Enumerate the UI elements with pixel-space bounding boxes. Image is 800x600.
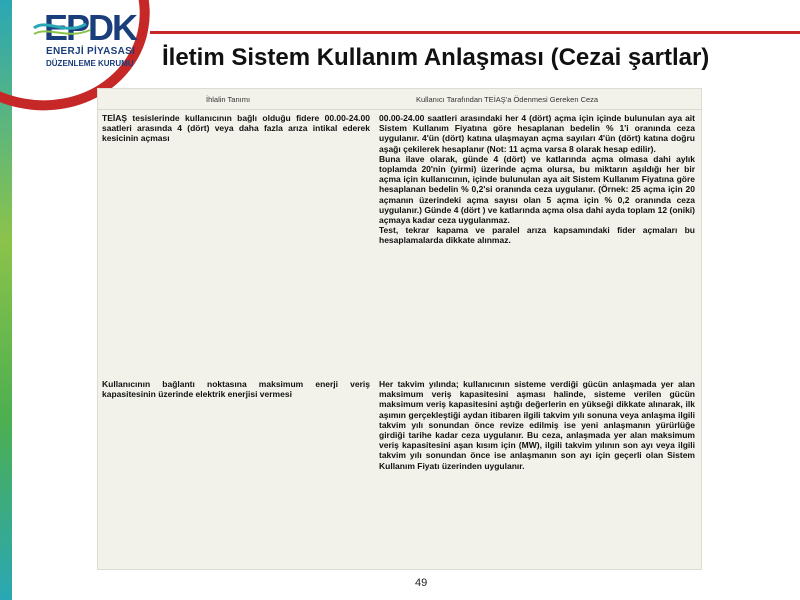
logo-subtitle-line2: DÜZENLEME KURUMU [46, 59, 134, 68]
table-row-1-penalty [379, 113, 695, 246]
epdk-logo-mark [26, 6, 146, 46]
table-header [98, 89, 701, 110]
penalty-table [97, 88, 702, 570]
penalty-paragraph: Buna ilave olarak, günde 4 (dört) ve katlarında açma olmasa dahi aylık toplamda 20'nin (yirmi) üzerinde açma olursa, bu miktarın aşıldığı her bir açma için kullanıcının, içinde bulunulan aya ait Sistem Kullanım Fiyatına göre hesaplanan bedelin % 0,2'si oranında ceza uygulanır. (Örnek: 25 açma için 20 açmanın üzerindeki açma sayısı olan 5 açma için % 0,2 oranında ceza uygulanır.) Günde 4 (dört ) ve katlarında açma olsa dahi ayda toplam 12 (oniki) açmaya kadar ceza uygulanmaz. [379, 153, 695, 226]
table-row-2-penalty [379, 379, 695, 471]
epdk-logo-text: EPDK [44, 7, 137, 46]
penalty-paragraph: Her takvim yılında; kullanıcının sisteme verdiği gücün anlaşmada yer alan maksimum veriş kapasitesini aşması halinde, sisteme verilen gücün maksimum veriş kapasitesini aştığı değerlerin en yükseği dikkate alınarak, ilk aşımın gerçekleştiği aydan itibaren ilgili takvim yılı sonuna veya anlaşma ilgili takvim yılı sonundan önce revize edilmiş ise yeni anlaşmanın yürürlüğe girdiği tarihe kadar ceza uygulanır. Bu ceza, anlaşmada yer alan maksimum veriş kapasitesini aşan kısım için (MW), ilgili takvim yılının son ayı veya ilgili takvim yılı sonundan önce ise anlaşmanın son ayı için geçerli olan Sistem Kullanım Fiyatı üzerinden uygulanır. [379, 379, 695, 471]
penalty-paragraph: 00.00-24.00 saatleri arasındaki her 4 (dört) açma için içinde bulunulan aya ait Sistem Kullanım Fiyatına göre hesaplanan bedelin % 1'i oranında ceza uygulanır. 4'ün (dört) katına ulaşmayan açma sayıları 4'ün (dört) katına doğru aşağı çekilerek hesaplanır (Not: 11 açma varsa 8 olarak hesap edilir). [379, 113, 695, 154]
table-row-1-violation [102, 113, 370, 144]
table-row-2-violation [102, 379, 370, 399]
title-rule [150, 31, 800, 34]
epdk-logo [26, 6, 146, 78]
column-header-violation: İhlalin Tanımı [206, 95, 251, 104]
page-number: 49 [415, 577, 428, 589]
column-header-penalty: Kullanıcı Tarafından TEİAŞ'a Ödenmesi Gereken Ceza [416, 95, 599, 104]
slide-title: İletim Sistem Kullanım Anlaşması (Cezai şartlar) [162, 44, 710, 71]
logo-subtitle-line1: ENERJİ PİYASASI [46, 46, 136, 57]
violation-text: Kullanıcının bağlantı noktasına maksimum enerji veriş kapasitesinin üzerinde elektrik enerjisi vermesi [102, 379, 370, 400]
violation-text: TEİAŞ tesislerinde kullanıcının bağlı olduğu fidere 00.00-24.00 saatleri arasında 4 (dört) veya daha fazla arıza intikal ederek kesicinin açması [102, 113, 370, 144]
penalty-paragraph: Test, tekrar kapama ve paralel arıza kapsamındaki fider açmaları bu hesaplamalarda dikkate alınmaz. [379, 225, 695, 246]
